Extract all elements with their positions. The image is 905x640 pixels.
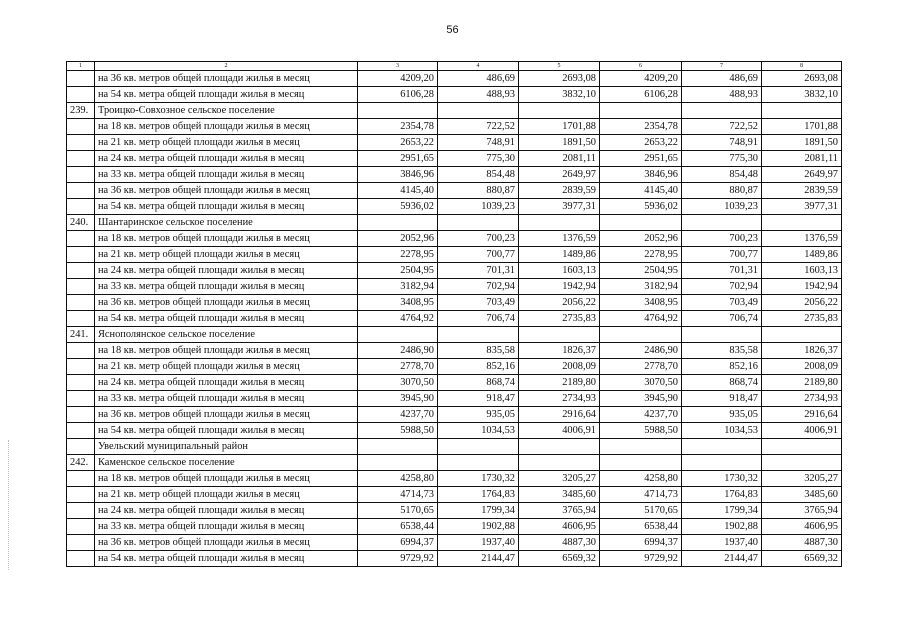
value-cell: 3765,94 <box>519 503 600 519</box>
value-cell: 1942,94 <box>762 279 842 295</box>
table-row <box>67 535 842 551</box>
value-cell: 703,49 <box>682 295 762 311</box>
value-cell: 6538,44 <box>600 519 682 535</box>
table-row <box>67 391 842 407</box>
value-cell: 1891,50 <box>519 135 600 151</box>
row-description: Шантаринское сельское поселение <box>95 215 358 231</box>
value-cell: 2778,70 <box>358 359 438 375</box>
value-cell: 5936,02 <box>600 199 682 215</box>
value-cell: 5170,65 <box>358 503 438 519</box>
row-index <box>67 551 95 567</box>
value-cell: 703,49 <box>438 295 519 311</box>
table-row <box>67 343 842 359</box>
value-cell <box>519 327 600 343</box>
row-index <box>67 375 95 391</box>
row-index: 239. <box>67 103 95 119</box>
value-cell: 6569,32 <box>762 551 842 567</box>
row-index <box>67 199 95 215</box>
value-cell: 3070,50 <box>358 375 438 391</box>
value-cell: 775,30 <box>438 151 519 167</box>
table-row <box>67 87 842 103</box>
row-index <box>67 231 95 247</box>
value-cell: 1730,32 <box>438 471 519 487</box>
value-cell: 6106,28 <box>358 87 438 103</box>
row-index <box>67 471 95 487</box>
column-number-row <box>67 62 842 71</box>
value-cell: 3408,95 <box>358 295 438 311</box>
row-index <box>67 439 95 455</box>
row-description: на 21 кв. метр общей площади жилья в месяц <box>95 359 358 375</box>
value-cell <box>519 439 600 455</box>
row-description: на 33 кв. метра общей площади жилья в месяц <box>95 391 358 407</box>
row-index <box>67 407 95 423</box>
value-cell: 3765,94 <box>762 503 842 519</box>
value-cell: 9729,92 <box>600 551 682 567</box>
row-description: на 54 кв. метра общей площади жилья в месяц <box>95 311 358 327</box>
table-row <box>67 119 842 135</box>
value-cell: 700,23 <box>682 231 762 247</box>
value-cell: 835,58 <box>682 343 762 359</box>
value-cell: 722,52 <box>438 119 519 135</box>
value-cell <box>762 455 842 471</box>
value-cell: 706,74 <box>438 311 519 327</box>
value-cell: 1603,13 <box>762 263 842 279</box>
row-description: на 21 кв. метр общей площади жилья в месяц <box>95 487 358 503</box>
value-cell: 918,47 <box>438 391 519 407</box>
value-cell: 2734,93 <box>519 391 600 407</box>
row-index <box>67 391 95 407</box>
value-cell: 488,93 <box>682 87 762 103</box>
value-cell: 6994,37 <box>600 535 682 551</box>
value-cell <box>682 327 762 343</box>
value-cell: 701,31 <box>438 263 519 279</box>
table-row <box>67 327 842 343</box>
value-cell: 935,05 <box>682 407 762 423</box>
value-cell <box>600 455 682 471</box>
row-description: на 18 кв. метров общей площади жилья в месяц <box>95 231 358 247</box>
table-row <box>67 407 842 423</box>
column-number: 7 <box>682 62 762 71</box>
row-description: на 24 кв. метра общей площади жилья в месяц <box>95 503 358 519</box>
table-row <box>67 359 842 375</box>
page-number: 56 <box>446 24 459 36</box>
value-cell: 2693,08 <box>762 71 842 87</box>
value-cell <box>519 103 600 119</box>
row-description: Троицко-Совхозное сельское поселение <box>95 103 358 119</box>
value-cell: 2486,90 <box>600 343 682 359</box>
table-row <box>67 167 842 183</box>
row-description: на 18 кв. метров общей площади жилья в месяц <box>95 119 358 135</box>
value-cell: 2056,22 <box>762 295 842 311</box>
value-cell: 4764,92 <box>600 311 682 327</box>
value-cell: 1376,59 <box>762 231 842 247</box>
row-description: на 24 кв. метра общей площади жилья в месяц <box>95 151 358 167</box>
value-cell: 1826,37 <box>762 343 842 359</box>
value-cell: 3205,27 <box>762 471 842 487</box>
value-cell: 4258,80 <box>600 471 682 487</box>
value-cell: 3182,94 <box>358 279 438 295</box>
value-cell: 868,74 <box>682 375 762 391</box>
value-cell: 4606,95 <box>762 519 842 535</box>
value-cell: 4764,92 <box>358 311 438 327</box>
row-description: на 54 кв. метра общей площади жилья в месяц <box>95 199 358 215</box>
row-index <box>67 519 95 535</box>
value-cell <box>438 215 519 231</box>
table-row <box>67 279 842 295</box>
value-cell: 700,77 <box>438 247 519 263</box>
table-row <box>67 471 842 487</box>
value-cell: 1489,86 <box>519 247 600 263</box>
value-cell: 486,69 <box>438 71 519 87</box>
value-cell: 2735,83 <box>519 311 600 327</box>
value-cell: 2839,59 <box>519 183 600 199</box>
value-cell: 852,16 <box>682 359 762 375</box>
value-cell: 2008,09 <box>519 359 600 375</box>
row-description: на 18 кв. метров общей площади жилья в месяц <box>95 343 358 359</box>
value-cell: 1891,50 <box>762 135 842 151</box>
value-cell: 2486,90 <box>358 343 438 359</box>
row-index <box>67 343 95 359</box>
value-cell: 868,74 <box>438 375 519 391</box>
value-cell: 880,87 <box>438 183 519 199</box>
value-cell: 4606,95 <box>519 519 600 535</box>
row-index <box>67 183 95 199</box>
value-cell: 2056,22 <box>519 295 600 311</box>
table-row <box>67 439 842 455</box>
value-cell: 1764,83 <box>438 487 519 503</box>
value-cell: 4237,70 <box>600 407 682 423</box>
value-cell: 2278,95 <box>600 247 682 263</box>
table-row <box>67 135 842 151</box>
row-index <box>67 423 95 439</box>
row-index <box>67 295 95 311</box>
value-cell: 918,47 <box>682 391 762 407</box>
value-cell: 2916,64 <box>519 407 600 423</box>
value-cell: 4006,91 <box>519 423 600 439</box>
row-index <box>67 279 95 295</box>
value-cell <box>682 103 762 119</box>
row-index <box>67 487 95 503</box>
value-cell <box>600 327 682 343</box>
value-cell: 4006,91 <box>762 423 842 439</box>
value-cell: 706,74 <box>682 311 762 327</box>
value-cell: 5988,50 <box>600 423 682 439</box>
column-number: 5 <box>519 62 600 71</box>
table-row <box>67 103 842 119</box>
value-cell: 2189,80 <box>762 375 842 391</box>
value-cell: 700,77 <box>682 247 762 263</box>
value-cell <box>682 455 762 471</box>
row-description: на 36 кв. метров общей площади жилья в месяц <box>95 71 358 87</box>
table-row <box>67 215 842 231</box>
value-cell <box>519 215 600 231</box>
value-cell: 748,91 <box>682 135 762 151</box>
table-row <box>67 199 842 215</box>
value-cell <box>682 215 762 231</box>
row-index <box>67 535 95 551</box>
row-index <box>67 359 95 375</box>
value-cell: 1826,37 <box>519 343 600 359</box>
value-cell: 2734,93 <box>762 391 842 407</box>
value-cell <box>600 215 682 231</box>
value-cell: 4258,80 <box>358 471 438 487</box>
row-index <box>67 503 95 519</box>
value-cell: 2951,65 <box>358 151 438 167</box>
value-cell: 2008,09 <box>762 359 842 375</box>
table-row <box>67 519 842 535</box>
value-cell: 3945,90 <box>600 391 682 407</box>
table-row <box>67 71 842 87</box>
value-cell: 775,30 <box>682 151 762 167</box>
value-cell <box>762 327 842 343</box>
column-number: 2 <box>95 62 358 71</box>
value-cell: 1902,88 <box>438 519 519 535</box>
value-cell: 5936,02 <box>358 199 438 215</box>
row-description: на 21 кв. метр общей площади жилья в месяц <box>95 135 358 151</box>
value-cell: 1034,53 <box>682 423 762 439</box>
value-cell: 2052,96 <box>600 231 682 247</box>
row-description: на 54 кв. метра общей площади жилья в месяц <box>95 87 358 103</box>
row-index <box>67 247 95 263</box>
row-index <box>67 167 95 183</box>
row-index <box>67 311 95 327</box>
row-description: Каменское сельское поселение <box>95 455 358 471</box>
value-cell: 1764,83 <box>682 487 762 503</box>
table-row <box>67 295 842 311</box>
value-cell: 6538,44 <box>358 519 438 535</box>
value-cell: 835,58 <box>438 343 519 359</box>
value-cell: 702,94 <box>682 279 762 295</box>
value-cell: 2839,59 <box>762 183 842 199</box>
row-description: Яснополянское сельское поселение <box>95 327 358 343</box>
row-index <box>67 71 95 87</box>
value-cell: 1902,88 <box>682 519 762 535</box>
value-cell <box>600 103 682 119</box>
row-description: на 54 кв. метра общей площади жилья в месяц <box>95 551 358 567</box>
value-cell: 1937,40 <box>438 535 519 551</box>
value-cell: 3945,90 <box>358 391 438 407</box>
row-index <box>67 135 95 151</box>
value-cell: 1603,13 <box>519 263 600 279</box>
column-number: 4 <box>438 62 519 71</box>
value-cell <box>358 103 438 119</box>
value-cell: 2354,78 <box>358 119 438 135</box>
row-description: на 24 кв. метра общей площади жилья в месяц <box>95 375 358 391</box>
value-cell <box>358 455 438 471</box>
column-number: 1 <box>67 62 95 71</box>
value-cell: 3070,50 <box>600 375 682 391</box>
value-cell <box>358 439 438 455</box>
row-description: на 24 кв. метра общей площади жилья в месяц <box>95 263 358 279</box>
table-row <box>67 487 842 503</box>
row-description: Увельский муниципальный район <box>95 439 358 455</box>
table-row <box>67 375 842 391</box>
value-cell: 4209,20 <box>358 71 438 87</box>
row-description: на 33 кв. метра общей площади жилья в месяц <box>95 279 358 295</box>
value-cell: 2916,64 <box>762 407 842 423</box>
value-cell: 2649,97 <box>519 167 600 183</box>
value-cell: 2735,83 <box>762 311 842 327</box>
value-cell: 6569,32 <box>519 551 600 567</box>
value-cell: 1701,88 <box>762 119 842 135</box>
value-cell: 748,91 <box>438 135 519 151</box>
table-row <box>67 551 842 567</box>
value-cell: 488,93 <box>438 87 519 103</box>
value-cell: 3485,60 <box>762 487 842 503</box>
value-cell: 3205,27 <box>519 471 600 487</box>
value-cell: 4714,73 <box>358 487 438 503</box>
column-number: 6 <box>600 62 682 71</box>
value-cell: 3182,94 <box>600 279 682 295</box>
value-cell: 1376,59 <box>519 231 600 247</box>
value-cell: 3832,10 <box>519 87 600 103</box>
value-cell: 2354,78 <box>600 119 682 135</box>
row-description: на 36 кв. метров общей площади жилья в месяц <box>95 407 358 423</box>
value-cell: 2081,11 <box>762 151 842 167</box>
value-cell: 6106,28 <box>600 87 682 103</box>
value-cell: 2693,08 <box>519 71 600 87</box>
row-description: на 36 кв. метров общей площади жилья в месяц <box>95 295 358 311</box>
table-row <box>67 183 842 199</box>
value-cell: 1039,23 <box>682 199 762 215</box>
row-description: на 36 кв. метров общей площади жилья в месяц <box>95 535 358 551</box>
value-cell: 4887,30 <box>762 535 842 551</box>
value-cell: 2052,96 <box>358 231 438 247</box>
table-row <box>67 263 842 279</box>
value-cell: 3485,60 <box>519 487 600 503</box>
value-cell: 1489,86 <box>762 247 842 263</box>
row-index <box>67 151 95 167</box>
value-cell <box>438 327 519 343</box>
value-cell: 880,87 <box>682 183 762 199</box>
value-cell: 852,16 <box>438 359 519 375</box>
value-cell: 3846,96 <box>358 167 438 183</box>
tariff-table <box>66 61 842 567</box>
table-row <box>67 231 842 247</box>
value-cell: 4209,20 <box>600 71 682 87</box>
value-cell <box>762 103 842 119</box>
value-cell: 3977,31 <box>519 199 600 215</box>
margin-mark <box>8 440 10 570</box>
row-index: 241. <box>67 327 95 343</box>
value-cell: 1034,53 <box>438 423 519 439</box>
value-cell: 2278,95 <box>358 247 438 263</box>
value-cell: 702,94 <box>438 279 519 295</box>
value-cell: 2504,95 <box>600 263 682 279</box>
value-cell: 3846,96 <box>600 167 682 183</box>
value-cell: 5170,65 <box>600 503 682 519</box>
value-cell <box>358 327 438 343</box>
value-cell: 722,52 <box>682 119 762 135</box>
value-cell: 3977,31 <box>762 199 842 215</box>
value-cell <box>600 439 682 455</box>
row-description: на 36 кв. метров общей площади жилья в месяц <box>95 183 358 199</box>
row-index: 240. <box>67 215 95 231</box>
table-row <box>67 455 842 471</box>
value-cell <box>762 215 842 231</box>
row-index <box>67 87 95 103</box>
value-cell: 2951,65 <box>600 151 682 167</box>
value-cell: 1730,32 <box>682 471 762 487</box>
value-cell: 9729,92 <box>358 551 438 567</box>
row-description: на 33 кв. метра общей площади жилья в месяц <box>95 519 358 535</box>
value-cell: 4887,30 <box>519 535 600 551</box>
row-description: на 21 кв. метр общей площади жилья в месяц <box>95 247 358 263</box>
value-cell <box>438 455 519 471</box>
row-description: на 18 кв. метров общей площади жилья в месяц <box>95 471 358 487</box>
value-cell <box>762 439 842 455</box>
value-cell: 3408,95 <box>600 295 682 311</box>
value-cell: 4237,70 <box>358 407 438 423</box>
value-cell: 701,31 <box>682 263 762 279</box>
column-number: 8 <box>762 62 842 71</box>
value-cell: 1942,94 <box>519 279 600 295</box>
value-cell: 2504,95 <box>358 263 438 279</box>
table-row <box>67 311 842 327</box>
value-cell: 2778,70 <box>600 359 682 375</box>
value-cell: 1799,34 <box>438 503 519 519</box>
value-cell: 5988,50 <box>358 423 438 439</box>
value-cell: 935,05 <box>438 407 519 423</box>
value-cell: 2649,97 <box>762 167 842 183</box>
row-index: 242. <box>67 455 95 471</box>
value-cell: 2653,22 <box>358 135 438 151</box>
value-cell: 854,48 <box>438 167 519 183</box>
value-cell: 1039,23 <box>438 199 519 215</box>
table-row <box>67 503 842 519</box>
value-cell: 2144,47 <box>438 551 519 567</box>
value-cell: 6994,37 <box>358 535 438 551</box>
value-cell: 4145,40 <box>600 183 682 199</box>
column-number: 3 <box>358 62 438 71</box>
value-cell: 1701,88 <box>519 119 600 135</box>
value-cell <box>438 103 519 119</box>
value-cell <box>438 439 519 455</box>
value-cell: 700,23 <box>438 231 519 247</box>
value-cell: 2653,22 <box>600 135 682 151</box>
table-row <box>67 151 842 167</box>
table-row <box>67 423 842 439</box>
value-cell: 1937,40 <box>682 535 762 551</box>
value-cell: 486,69 <box>682 71 762 87</box>
value-cell: 2081,11 <box>519 151 600 167</box>
value-cell: 4714,73 <box>600 487 682 503</box>
value-cell <box>519 455 600 471</box>
table-row <box>67 247 842 263</box>
value-cell: 854,48 <box>682 167 762 183</box>
row-description: на 33 кв. метра общей площади жилья в месяц <box>95 167 358 183</box>
value-cell: 2189,80 <box>519 375 600 391</box>
value-cell: 4145,40 <box>358 183 438 199</box>
row-index <box>67 263 95 279</box>
value-cell: 1799,34 <box>682 503 762 519</box>
value-cell <box>682 439 762 455</box>
row-index <box>67 119 95 135</box>
value-cell: 2144,47 <box>682 551 762 567</box>
row-description: на 54 кв. метра общей площади жилья в месяц <box>95 423 358 439</box>
value-cell: 3832,10 <box>762 87 842 103</box>
value-cell <box>358 215 438 231</box>
